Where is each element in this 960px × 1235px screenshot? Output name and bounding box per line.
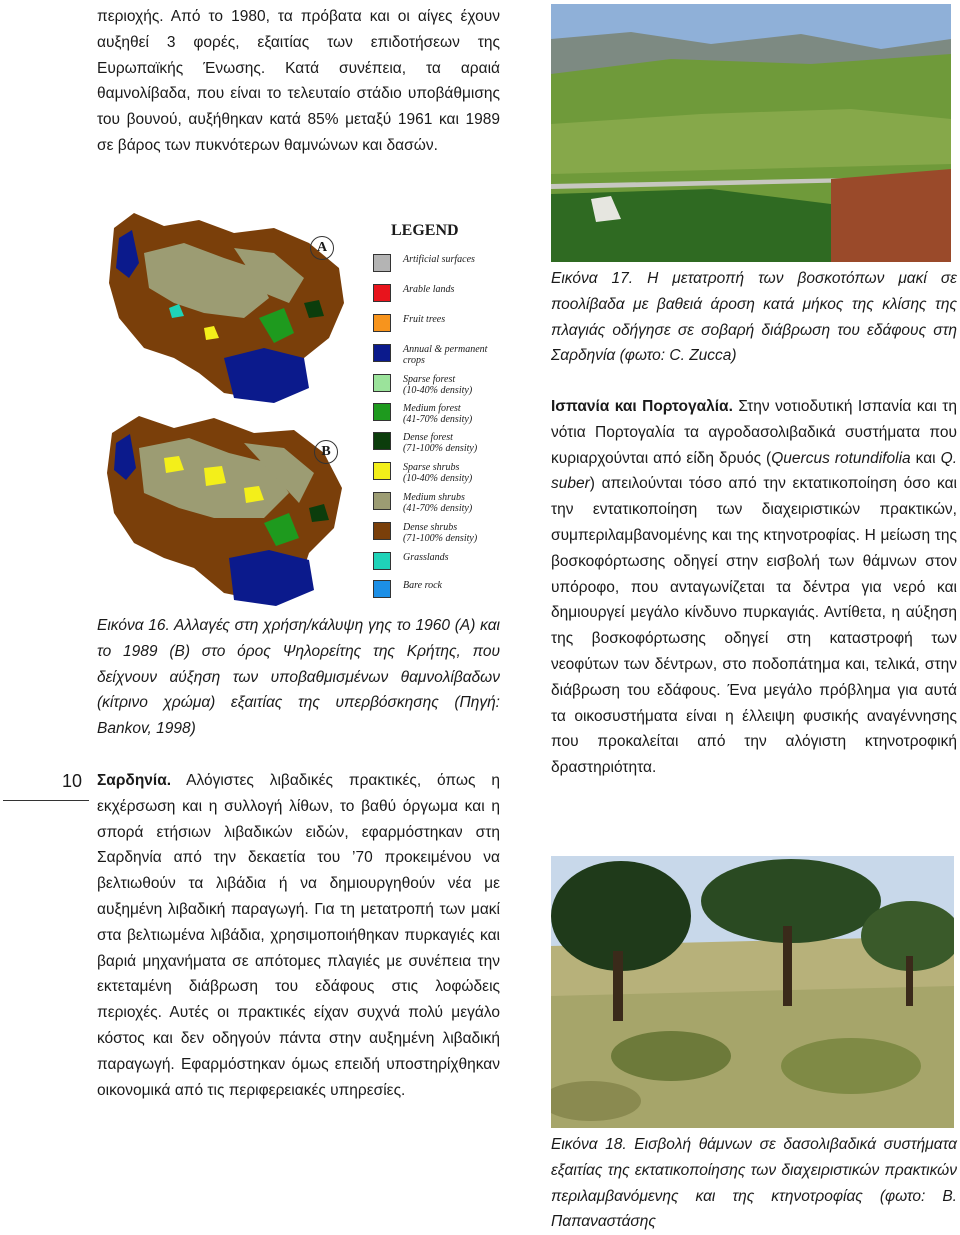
legend-title: LEGEND: [391, 222, 459, 239]
spain-text-1: Στην νοτιοδυτική Ισπανία και τη νότια Πορτογαλία τα αγροδασολιβαδικά συστήματα που κυριαρχούνται από είδη δρυός (: [551, 398, 957, 467]
legend-swatch: [373, 254, 391, 272]
intro-paragraph: περιοχής. Από το 1980, τα πρόβατα και οι αίγες έχουν αυξηθεί 3 φορές, εξαιτίας των επιδοτήσεων της Ευρωπαϊκής Ένωσης. Κατά συνέπεια, τα αραιά θαμνολίβαδα, που είναι το τελευταίο στάδιο υποβάθμισης του βουνού, αυξήθηκαν κατά 85% μεταξύ 1961 και 1989 σε βάρος των πυκνότερων θαμνώνων και δασών.: [97, 8, 500, 154]
legend-label: Grasslands: [403, 552, 449, 563]
legend-swatch: [373, 462, 391, 480]
spain-heading: Ισπανία και Πορτογαλία.: [551, 398, 733, 415]
sardinia-heading: Σαρδηνία.: [97, 772, 172, 789]
map-legend: [373, 222, 523, 591]
legend-label: Annual & permanent crops: [403, 344, 488, 366]
legend-swatch: [373, 492, 391, 510]
legend-swatch: [373, 374, 391, 392]
species-name-2: Q. suber: [551, 449, 958, 493]
map-b-tag: B: [314, 440, 338, 464]
legend-swatch: [373, 284, 391, 302]
spain-text-3: ) απειλούνται τόσο από την εκτατικοποίηση όσο και την εντατικοποίηση των διαχειριστικών πρακτικών, συμπεριλαμβανομένης και της κτηνοτροφίας. Η μείωση της βοσκοφόρτωσης οδηγεί στην εισβολή των θάμνων στον υπόροφο, που ανταγωνίζεται τα δέντρα για νερό και δημιουργεί μεγάλο κίνδυνο πυρκαγιάς. Αντίθετα, η αύξηση της βοσκοφόρτωσης οδηγεί στη καταστροφή των νεοφύτων των δέντρων, στο ποδοπάτημα και, τελικά, στην διάβρωση του εδάφους. Ένα μεγάλο πρόβλημα για αυτά τα οικοσυστήματα είναι η έλλειψη φυσικής αναγέννησης που προκαλείται από την αλόγιστη κτηνοτροφική δραστηριότητα.: [551, 475, 957, 777]
sardinia-paragraph: [97, 768, 500, 1103]
dehesa-shrub-photo: [551, 856, 954, 1128]
figure18-caption: Εικόνα 18. Εισβολή θάμνων σε δασολιβαδικά συστήματα εξαιτίας της εκτατικοποίησης των διαχειριστικών πρακτικών περιλαμβανόμενης και της κτηνοτροφίας (φωτο: Β. Παπαναστάσης: [551, 1136, 957, 1231]
legend-label: Fruit trees: [403, 314, 446, 325]
legend-swatch: [373, 580, 391, 598]
legend-label: Sparse shrubs (10-40% density): [403, 462, 473, 484]
legend-label: Dense forest (71-100% density): [403, 432, 478, 454]
legend-swatch: [373, 344, 391, 362]
figure17-caption: Εικόνα 17. Η μετατροπή των βοσκοτόπων μακί σε ποολίβαδα με βαθειά άροση κατά μήκος της κλίσης της πλαγιάς οδήγησε σε σοβαρή διάβρωση του εδάφους στη Σαρδηνία (φωτο: C. Zucca): [551, 270, 957, 365]
legend-swatch: [373, 314, 391, 332]
species-name-1: Quercus rotundifolia: [771, 449, 911, 467]
legend-label: Bare rock: [403, 580, 442, 591]
legend-label: Dense shrubs (71-100% density): [403, 522, 478, 544]
page-number-rule: [3, 800, 89, 801]
land-use-map-1989: [104, 408, 352, 608]
map-a-tag: A: [310, 236, 334, 260]
spain-portugal-paragraph: [551, 394, 957, 781]
legend-swatch: [373, 552, 391, 570]
figure16-caption: Εικόνα 16. Αλλαγές στη χρήση/κάλυψη γης το 1960 (Α) και το 1989 (Β) στο όρος Ψηλορείτης της Κρήτης, που δείχνουν αύξηση των υποβαθμισμένων θαμνολίβαδων (κίτρινο χρώμα) εξαιτίας της υπερβόσκησης (Πηγή: Bankov, 1998): [97, 617, 500, 738]
legend-label: Medium shrubs (41-70% density): [403, 492, 473, 514]
page-number: 10: [62, 771, 83, 791]
legend-label: Artificial surfaces: [403, 254, 475, 265]
legend-label: Medium forest (41-70% density): [403, 403, 473, 425]
legend-swatch: [373, 522, 391, 540]
legend-swatch: [373, 432, 391, 450]
sardinia-text: Αλόγιστες λιβαδικές πρακτικές, όπως η εκχέρσωση και η συλλογή λίθων, το βαθύ όργωμα και η σπορά ετήσιων λιβαδικών ειδών, εφαρμόστηκαν στη Σαρδηνία από την δεκαετία του ’70 προκειμένου να βελτιωθούν τα λιβάδια ή να δημιουργηθούν νέα με αυξημένη λιβαδική παραγωγή. Για τη μετατροπή των μακί στα βελτιωμένα λιβάδια, χρησιμοποιήθηκαν πυρκαγιές και βαριά μηχανήματα σε απότομες πλαγιές με συνέπεια την εκτεταμένη διάβρωση του εδάφους στις λοφώδεις περιοχές. Αυτές οι πρακτικές είχαν συχνά πολύ μεγάλο κόστος και δεν οδηγούν πάντα στην αυξημένη λιβαδική παραγωγή. Εφαρμόστηκαν όμως επειδή υποστηρίχθηκαν οικονομικά από τις περιφερειακές υπηρεσίες.: [97, 772, 500, 1099]
legend-label: Arable lands: [403, 284, 455, 295]
legend-label: Sparse forest (10-40% density): [403, 374, 473, 396]
spain-text-2: και: [910, 449, 941, 467]
sardinia-hillside-photo: [551, 4, 951, 262]
legend-swatch: [373, 403, 391, 421]
